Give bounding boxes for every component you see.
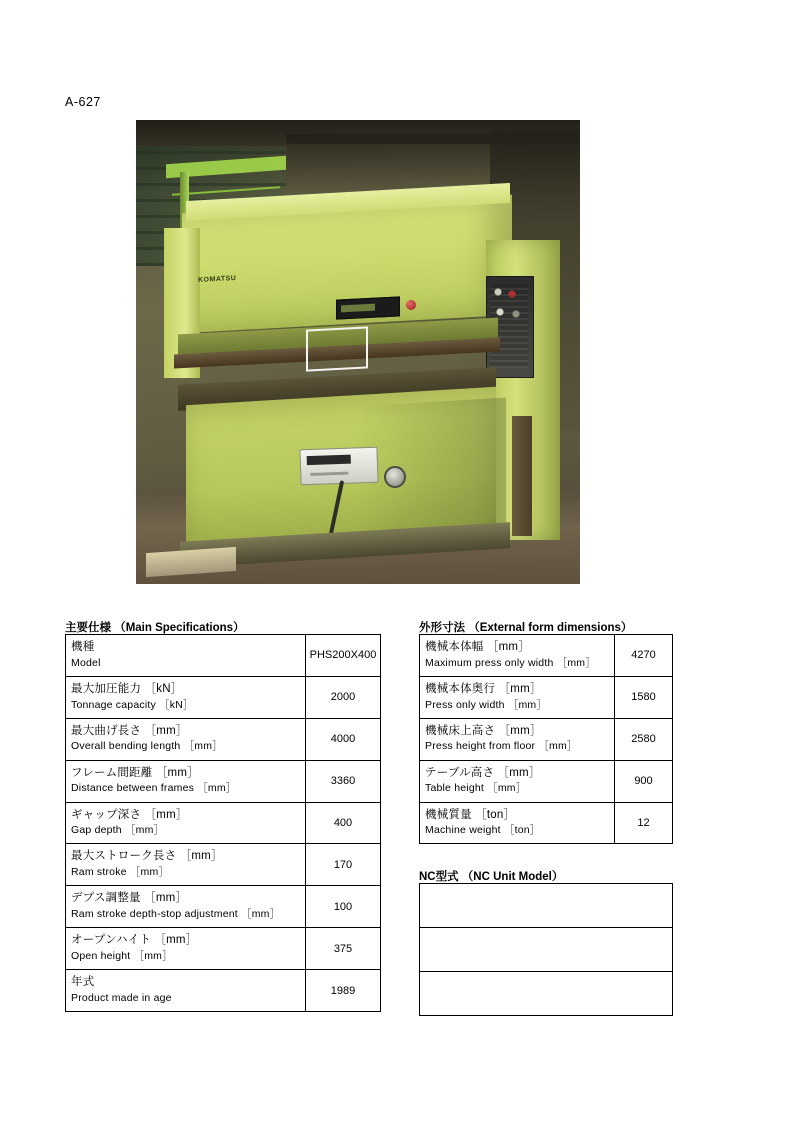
table-row (420, 676, 673, 718)
table-row (420, 884, 673, 928)
nc-cell (420, 928, 673, 972)
table-row (66, 970, 381, 1012)
spec-label-en: Tonnage capacity ［kN］ (71, 698, 194, 711)
machine-rear-pillar (512, 416, 532, 536)
spec-value: 3360 (306, 760, 381, 802)
dimension-label (420, 802, 615, 844)
dimension-label-jp: テーブル高さ ［mm］ (425, 766, 541, 779)
spec-label-en: Ram stroke ［mm］ (71, 866, 170, 879)
press-brake-machine (156, 180, 566, 570)
dimension-value: 900 (615, 760, 673, 802)
dimension-label (420, 635, 615, 677)
dimension-label-en: Press only width ［mm］ (425, 698, 548, 711)
dimension-table (419, 634, 673, 844)
nc-table-title: NC型式 （NC Unit Model） (419, 871, 564, 883)
dimension-label-jp: 機械本体奥行 ［mm］ (425, 682, 542, 695)
table-row (420, 972, 673, 1016)
spec-label-jp: 機種 (71, 641, 95, 653)
spec-label-en: Open height ［mm］ (71, 949, 173, 962)
machine-red-button (406, 300, 416, 310)
table-row (66, 844, 381, 886)
dimension-label (420, 718, 615, 760)
spec-label (66, 676, 306, 718)
spec-label (66, 886, 306, 928)
table-row (420, 760, 673, 802)
spec-label (66, 718, 306, 760)
spec-label-en: Product made in age (71, 991, 172, 1004)
spec-label (66, 635, 306, 677)
spec-label (66, 844, 306, 886)
machine-brand-logo: KOMATSU (198, 274, 237, 285)
spec-label-en: Gap depth ［mm］ (71, 824, 165, 837)
table-row (66, 886, 381, 928)
spec-label-en: Ram stroke depth-stop adjustment ［mm］ (71, 908, 281, 921)
dimension-label-en: Table height ［mm］ (425, 782, 527, 795)
spec-table-title: 主要仕様 （Main Specifications） (65, 622, 245, 634)
dimension-table-title: 外形寸法 （External form dimensions） (419, 622, 633, 634)
spec-label (66, 760, 306, 802)
table-row (66, 760, 381, 802)
machine-operator-pendant (299, 447, 378, 486)
machine-digital-display (336, 296, 400, 319)
table-row (66, 802, 381, 844)
spec-value: 4000 (306, 718, 381, 760)
spec-label-en: Distance between frames ［mm］ (71, 782, 237, 795)
spec-value: 375 (306, 928, 381, 970)
table-row (66, 718, 381, 760)
spec-value: 1989 (306, 970, 381, 1012)
machine-pressure-gauge (384, 466, 406, 488)
table-row (420, 802, 673, 844)
spec-label-jp: デプス調整量 ［mm］ (71, 892, 188, 905)
document-code: A-627 (65, 95, 101, 109)
spec-label-jp: 年式 (71, 976, 95, 989)
spec-label (66, 802, 306, 844)
photo-background (136, 120, 580, 584)
spec-value: PHS200X400 (306, 635, 381, 677)
table-row (420, 928, 673, 972)
machine-frame-shading (356, 398, 506, 537)
dimension-label-jp: 機械床上高さ ［mm］ (425, 724, 542, 737)
spec-label-jp: オープンハイト ［mm］ (71, 934, 198, 947)
nc-cell (420, 884, 673, 928)
table-row (66, 928, 381, 970)
spec-label (66, 970, 306, 1012)
dimension-label-jp: 機械本体幅 ［mm］ (425, 641, 530, 653)
spec-label-jp: 最大加圧能力 ［kN］ (71, 682, 183, 695)
spec-table (65, 634, 381, 1012)
table-row (420, 718, 673, 760)
spec-value: 2000 (306, 676, 381, 718)
floor-pallet (146, 547, 236, 577)
dimension-label (420, 676, 615, 718)
table-row (66, 676, 381, 718)
spec-label-en: Overall bending length ［mm］ (71, 740, 223, 753)
spec-label-jp: 最大曲げ長さ ［mm］ (71, 724, 188, 737)
machine-white-marking (306, 326, 368, 371)
dimension-label-en: Maximum press only width ［mm］ (425, 656, 596, 669)
spec-label-jp: 最大ストローク長さ ［mm］ (71, 850, 223, 863)
dimension-value: 4270 (615, 635, 673, 677)
spec-value: 100 (306, 886, 381, 928)
nc-cell (420, 972, 673, 1016)
dimension-value: 1580 (615, 676, 673, 718)
dimension-value: 12 (615, 802, 673, 844)
spec-label-jp: フレーム間距離 ［mm］ (71, 766, 199, 779)
spec-label-jp: ギャップ深さ ［mm］ (71, 808, 188, 821)
spec-value: 400 (306, 802, 381, 844)
table-row (66, 635, 381, 677)
nc-table (419, 883, 673, 1016)
dimension-label-en: Machine weight ［ton］ (425, 824, 541, 837)
spec-label-en: Model (71, 656, 101, 669)
table-row (420, 635, 673, 677)
spec-value: 170 (306, 844, 381, 886)
dimension-label-jp: 機械質量 ［ton］ (425, 808, 516, 821)
machine-photo (136, 120, 580, 584)
dimension-value: 2580 (615, 718, 673, 760)
spec-label (66, 928, 306, 970)
dimension-label (420, 760, 615, 802)
dimension-label-en: Press height from floor ［mm］ (425, 740, 578, 753)
